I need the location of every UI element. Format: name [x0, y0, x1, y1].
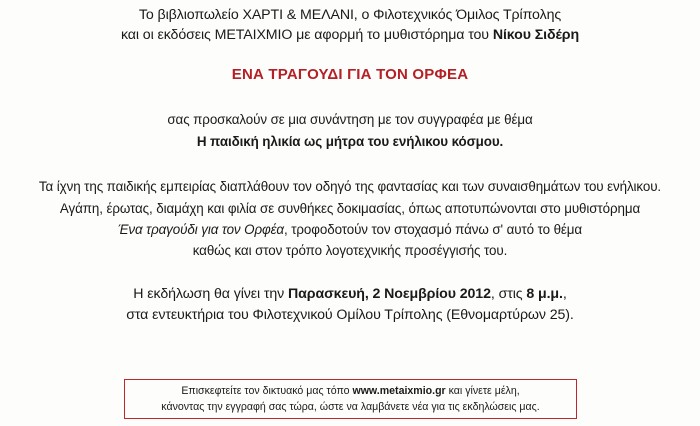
website-notice-box [124, 379, 577, 419]
event-time: 8 μ.μ. [526, 286, 563, 302]
publisher-prefix: και οι εκδόσεις [120, 27, 215, 43]
publisher-middle: με αφορμή το μυθιστόρημα του [292, 27, 493, 43]
notice-line-2: κάνοντας την εγγραφή σας τώρα, ώστε να λαμβάνετε νέα για τις εκδηλώσεις μας. [161, 401, 540, 413]
body-line-1: Τα ίχνη της παιδικής εμπειρίας διαπλάθουν τον οδηγό της φαντασίας και των συναισθημάτων του ενήλικου. [38, 179, 662, 194]
body-line-4: καθώς και στον τρόπο λογοτεχνικής προσέγγισής του. [192, 243, 508, 258]
body-line-3 [0, 221, 700, 239]
organizers-line [0, 6, 700, 24]
event-date-prefix: Η εκδήλωση θα γίνει την [133, 286, 288, 302]
notice-line-1 [125, 384, 576, 398]
organizers-text: Το βιβλιοπωλείο ΧΑΡΤΙ & ΜΕΛΑΝΙ, ο Φιλοτεχνικός Όμιλος Τρίπολης [138, 7, 562, 23]
notice-suffix: και γίνετε μέλη, [445, 385, 520, 397]
event-title: ΕΝΑ ΤΡΑΓΟΥΔΙ ΓΙΑ ΤΟΝ ΟΡΦΕΑ [231, 66, 469, 83]
event-date-middle: , στις [490, 286, 527, 302]
event-theme: Η παιδική ηλικία ως μήτρα του ενήλικου κόσμου. [196, 134, 504, 149]
author-name: Νίκου Σιδέρη [492, 27, 580, 43]
publisher-line [0, 26, 700, 44]
website-link[interactable]: www.metaixmio.gr [352, 385, 446, 397]
body-line-2: Αγάπη, έρωτας, διαμάχη και φιλία σε συνθήκες δοκιμασίας, όπως αποτυπώνονται στο μυθιστόρημα [59, 201, 641, 216]
body-line-3-rest: , τροφοδοτούν τον στοχασμό πάνω σ' αυτό το θέμα [283, 222, 583, 237]
notice-prefix: Επισκεφτείτε τον δικτυακό μας τόπο [181, 385, 353, 397]
event-date: Παρασκευή, 2 Νοεμβρίου 2012 [288, 286, 491, 302]
event-venue: στα εντευκτήρια του Φιλοτεχνικού Ομίλου Τρίπολης (Εθνομαρτύρων 25). [126, 307, 574, 323]
event-date-line [0, 285, 700, 303]
publisher-name: ΜΕΤΑΙΧΜΙΟ [214, 27, 293, 43]
event-date-suffix: , [562, 286, 567, 302]
invitation-line: σας προσκαλούν σε μια συνάντηση με τον συγγραφέα με θέμα [167, 112, 533, 127]
novel-title: Ένα τραγούδι για τον Ορφέα [117, 222, 284, 237]
